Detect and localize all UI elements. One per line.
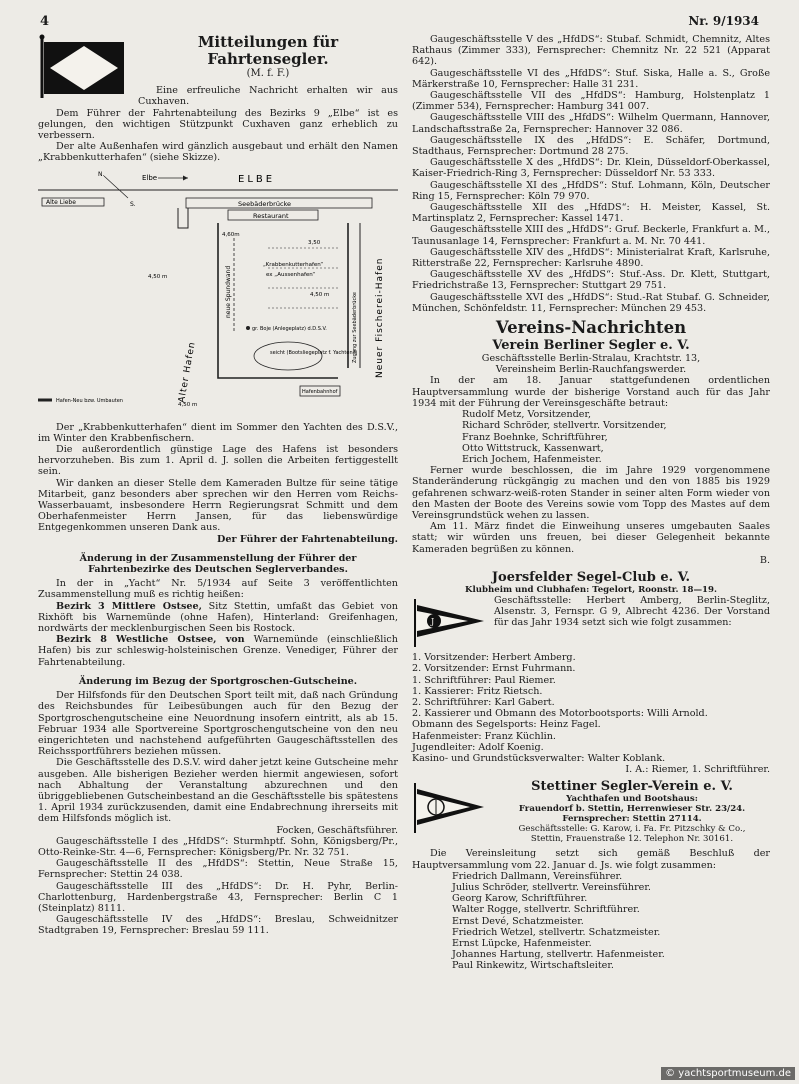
ssv-title: Stettiner Segler-Verein e. V.: [531, 779, 733, 795]
krabben-paragraph: Die außerordentlich günstige Lage des Hafens ist besonders hervorzuheben. Bis zum 1. April d. J. sollen die Arbeiten fertiggestellt sein.: [38, 444, 398, 478]
gau-entry: Gaugeschäftsstelle XVI des „HfdDS“: Stud.-Rat Stubaf. G. Schneider, München, Schönfeldstr. 11, Fernsprecher: München 29 453.: [412, 291, 770, 314]
list-item: Julius Schröder, stellvertr. Vereinsführer.: [452, 881, 651, 893]
gau-entry: Gaugeschäftsstelle VII des „HfdDS“: Hamburg, Holstenplatz 1 (Zimmer 534), Fernsprecher: Hamburg 341 007.: [412, 90, 770, 113]
ssv-subtitle: Stettin, Frauenstraße 12. Telephon Nr. 30161.: [530, 834, 734, 845]
krabben-signature: Der Führer der Fahrtenabteilung.: [217, 533, 398, 545]
map-label-restaurant: Restaurant: [253, 211, 289, 220]
ssv-subtitle: Geschäftsstelle: G. Karow, i. Fa. Fr. Pitzschky & Co.,: [518, 824, 746, 835]
vbs-address: Geschäftsstelle Berlin-Stralau, Krachtstr. 13,: [481, 353, 701, 365]
list-item: Ernst Devé, Schatzmeister.: [452, 915, 584, 927]
map-label-alte-liebe: Alte Liebe: [46, 198, 76, 206]
krabben-paragraph: Wir danken an dieser Stelle dem Kameraden Bultze für seine tätige Mitarbeit, ganz besonders aber sprechen wir den Herren vom Reichs-Wasserbauamt, insbesondere Herrn Regierungsrat Schmitt und dem Oberhafenmeister Herrn Jansen, für das liebenswürdige Entgegenkommen unseren Dank aus.: [38, 477, 398, 534]
gau-entry: Gaugeschäftsstelle XII des „HfdDS“: H. Meister, Kassel, St. Martinsplatz 2, Fernsprecher: Kassel 1471.: [412, 202, 770, 225]
gau-entry: Gaugeschäftsstelle VIII des „HfdDS“: Wilhelm Quermann, Hannover, Landschaftsstraße 2a, Fernsprecher: Hannover 32 086.: [412, 112, 770, 135]
mft-paragraph: Dem Führer der Fahrtenabteilung des Bezirks 9 „Elbe“ ist es gelungen, den wichtigen Stützpunkt Cuxhaven ganz erheblich zu verbessern.: [38, 107, 398, 142]
credit-watermark: © yachtsportmuseum.de: [661, 1067, 795, 1080]
list-item: Paul Rinkewitz, Wirtschaftsleiter.: [452, 960, 614, 972]
list-item: Friedrich Dallmann, Vereinsführer.: [452, 870, 623, 882]
list-item: Franz Boehnke, Schriftführer,: [462, 431, 608, 443]
map-label-depth: 4,50 m: [148, 273, 168, 280]
mft-title: Mitteilungen für Fahrtensegler.: [197, 33, 339, 68]
vereins-nachrichten-title: Vereins-Nachrichten: [495, 318, 687, 338]
ssv-roster: [412, 871, 770, 972]
bezirk8-paragraph: [38, 634, 398, 668]
left-column: [38, 34, 398, 937]
gau-entry: Gaugeschäftsstelle VI des „HfdDS“: Stuf. Siska, Halle a. S., Große Märkerstraße 10, Fernsprecher: Halle 31 231.: [412, 67, 770, 90]
list-item: Georg Karow, Schriftführer.: [452, 893, 588, 905]
mft-flag-icon: [38, 34, 130, 101]
page-number: 4: [40, 14, 50, 29]
gau-entry: Gaugeschäftsstelle IV des „HfdDS“: Breslau, Schweidnitzer Stadtgraben 19, Fernsprecher: Breslau 59 111.: [38, 914, 398, 937]
aenderung2-paragraph: Die Geschäftsstelle des D.S.V. wird daher jetzt keine Gutscheine mehr ausgeben. Alle bisherigen Bezieher werden hiermit angewiesen, sofort nach Abhaltung der Veranstaltung abzurechnen und den übriggebliebenen Gutscheinbestand an die Geschäftsstelle bis spätestens 1. April 1934 zurückzusenden, damit eine Endabrechnung ihrerseits mit dem Hilfsfonds möglich ist.: [38, 757, 398, 825]
jsc-roster: [412, 652, 770, 764]
gau-entry: Gaugeschäftsstelle X des „HfdDS“: Dr. Klein, Düsseldorf-Oberkassel, Kaiser-Friedrich-Ring 3, Fernsprecher: Düsseldorf Nr. 53 333.: [412, 157, 770, 180]
map-label-north: N.: [98, 170, 105, 178]
aenderung2-title: Änderung im Bezug der Sportgroschen-Gutscheine.: [78, 675, 358, 687]
jsc-title: Joersfelder Segel-Club e. V.: [491, 569, 691, 585]
map-label-depth: 4,60m: [222, 231, 240, 238]
map-label-neue-spundwand: neue Spundwand: [225, 265, 232, 318]
bezirk3-paragraph: [38, 601, 398, 635]
jsc-subtitle: Klubheim und Clubhafen: Tegelort, Roonstr. 18—19.: [464, 584, 718, 595]
gau-entry: Gaugeschäftsstelle III des „HfdDS“: Dr. H. Pyhr, Berlin-Charlottenburg, Hardenbergstraße 43, Fernsprecher: Berlin C 1 (Steinplatz) 8111.: [38, 880, 398, 914]
map-label-krabbenkutterhafen: „Krabbenkutterhafen“: [263, 261, 324, 268]
list-item: Rudolf Metz, Vorsitzender,: [462, 409, 592, 421]
vbs-paragraph: Am 11. März findet die Einweihung unseres umgebauten Saales statt; wir würden uns freuen, bei dieser Gelegenheit bekannte Kameraden begrüßen zu können.: [412, 521, 770, 555]
aenderung2-signature: Focken, Geschäftsführer.: [276, 824, 398, 836]
harbour-sketch-map: [38, 168, 398, 408]
map-label-elbe-arrow: Elbe: [142, 173, 158, 182]
svg-text:J: J: [431, 616, 435, 626]
aenderung2-paragraph: Der Hilfsfonds für den Deutschen Sport teilt mit, daß nach Gründung des Reichsbundes für Leibesübungen auch für den Bezug der Sportgroschengutscheine eine Neuordnung insofern eintritt, als ab 15. Februar 1934 alle Sportvereine Sportgroschengutscheine von den neu eingerichteten und nachstehend aufgeführten Gaugeschäftsstellen des Reichssportführers beziehen müssen.: [38, 690, 398, 758]
map-label-elbe: ELBE: [238, 173, 276, 185]
aenderung1-title: Änderung in der Zusammenstellung der Führer der Fahrtenbezirke des Deutschen Seglerverbandes.: [79, 552, 357, 576]
mft-subtitle: (M. f. F.): [246, 68, 290, 79]
list-item: Jugendleiter: Adolf Koenig.: [412, 741, 544, 753]
list-item: 2. Schriftführer: Karl Gabert.: [412, 696, 555, 708]
list-item: Johannes Hartung, stellvertr. Hafenmeister.: [452, 949, 665, 961]
map-label-boje: gr. Boje (Anlegeplatz) d.D.S.V.: [252, 325, 327, 332]
map-label-depth: 4,50 m: [178, 401, 198, 408]
ssv-subtitle: Fernsprecher: Stettin 27114.: [562, 814, 702, 825]
list-item: 2. Kassierer und Obmann des Motorbootsports: Willi Arnold.: [412, 708, 708, 720]
list-item: Hafenmeister: Franz Küchlin.: [412, 730, 556, 742]
gau-entry: Gaugeschäftsstelle XIV des „HfdDS“: Ministerialrat Kraft, Karlsruhe, Ritterstraße 22, Fernsprecher: Karlsruhe 4890.: [412, 246, 770, 270]
list-item: Kasino- und Grundstücksverwalter: Walter Koblank.: [412, 752, 666, 764]
bezirk8-text: Warnemünde (einschließlich Hafen) bis zur schleswig-holsteinischen Grenze. Venediger, Führer der Fahrtenabteilung.: [38, 634, 398, 668]
mft-paragraph: Der alte Außenhafen wird gänzlich ausgebaut und erhält den Namen „Krabbenkutterhafen“ (siehe Skizze).: [38, 141, 398, 164]
list-item: 2. Vorsitzender: Ernst Fuhrmann.: [412, 663, 576, 675]
bezirk8-label: Bezirk 8 Westliche Ostsee, von: [56, 634, 245, 646]
ssv-pennant-icon: [412, 783, 486, 836]
gau-entry: Gaugeschäftsstelle IX des „HfdDS“: E. Schäfer, Dortmund, Stadthaus, Fernsprecher: Dortmund 28 275.: [412, 134, 770, 158]
map-label-neuer-fischereihafen: Neuer Fischerei-Hafen: [375, 257, 385, 378]
vbs-address: Vereinsheim Berlin-Rauchfangswerder.: [495, 364, 687, 376]
map-label-hafenbahnhof: Hafenbahnhof: [302, 388, 338, 395]
list-item: Walter Rogge, stellvertr. Schriftführer.: [452, 904, 640, 916]
right-column: [412, 34, 770, 972]
ssv-paragraph: Die Vereinsleitung setzt sich gemäß Beschluß der Hauptversammlung vom 22. Januar d. Js. wie folgt zusammen:: [412, 848, 770, 871]
map-label-aussenhafen: ex „Aussenhafen“: [266, 271, 316, 278]
map-label-depth: 4,50 m: [310, 291, 330, 298]
ssv-subtitle: Yachthafen und Bootshaus:: [566, 794, 698, 805]
aenderung1-paragraph: In der in „Yacht“ Nr. 5/1934 auf Seite 3 veröffentlichten Zusammenstellung muß es richtig heißen:: [38, 578, 398, 601]
gau-entry: Gaugeschäftsstelle XV des „HfdDS“: Stuf.-Ass. Dr. Klett, Stuttgart, Friedrichstraße 13, Fernsprecher: Stuttgart 29 751.: [412, 269, 770, 292]
jsc-signature: I. A.: Riemer, 1. Schriftführer.: [625, 764, 770, 776]
list-item: Obmann des Segelsports: Heinz Fagel.: [412, 719, 601, 731]
list-item: Otto Wittstruck, Kassenwart,: [462, 442, 604, 454]
mft-paragraph: Eine erfreuliche Nachricht erhalten wir aus Cuxhaven.: [138, 85, 398, 108]
vbs-title: Verein Berliner Segler e. V.: [492, 338, 690, 354]
map-label-alter-hafen: Alter Hafen: [177, 340, 198, 404]
map-label-seebaederbruecke: Seebäderbrücke: [238, 199, 292, 208]
vbs-paragraph: Ferner wurde beschlossen, die im Jahre 1929 vorgenommene Standeränderung rückgängig zu machen und den von 1885 bis 1929 gefahrenen schwarz-weiß-roten Stander in seiner alten Form wieder von den Masten der Boote des Vereins sowie vom Topp des Mastes auf dem Vereinsgrundstück wehen zu lassen.: [412, 465, 770, 521]
list-item: Ernst Lüpcke, Hafenmeister.: [452, 938, 592, 949]
list-item: 1. Vorsitzender: Herbert Amberg.: [412, 652, 576, 664]
list-item: Friedrich Wetzel, stellvertr. Schatzmeister.: [452, 926, 661, 938]
map-label-zugang: Zugang zur Seebäderbrücke: [352, 291, 358, 363]
gau-entry: Gaugeschäftsstelle V des „HfdDS“: Stubaf. Schmidt, Chemnitz, Altes Rathaus (Zimmer 333), Fernsprecher: Chemnitz Nr. 22 521 (Apparat 642).: [412, 34, 770, 68]
vbs-signature: B.: [759, 554, 770, 566]
map-label-depth: 3,50: [308, 239, 321, 246]
list-item: Richard Schröder, stellvertr. Vorsitzender,: [462, 420, 667, 432]
ssv-subtitle: Frauendorf b. Stettin, Herrenwieser Str. 23/24.: [518, 804, 746, 815]
vbs-paragraph: In der am 18. Januar stattgefundenen ordentlichen Hauptversammlung wurde der bisherige Vorstand auch für das Jahr 1934 mit der Führung der Vereinsgeschäfte betraut:: [412, 375, 770, 409]
bezirk3-label: Bezirk 3 Mittlere Ostsee,: [56, 600, 202, 612]
krabben-paragraph: Der „Krabbenkutterhafen“ dient im Sommer den Yachten des D.S.V., im Winter den Krabbenfischern.: [38, 421, 398, 444]
gau-entry: Gaugeschäftsstelle XIII des „HfdDS“: Gruf. Beckerle, Frankfurt a. M., Taunusanlage 14, Fernsprecher: Frankfurt a. M. Nr. 70 441.: [412, 224, 770, 247]
jsc-paragraph: Geschäftsstelle: Herbert Amberg, Berlin-Steglitz, Alsenstr. 3, Fernspr. G 9, Albrecht 4236. Der Vorstand für das Jahr 1934 setzt sich wie folgt zusammen:: [494, 594, 770, 629]
list-item: 1. Kassierer: Fritz Rietsch.: [412, 685, 543, 697]
list-item: Erich Jochem, Hafenmeister.: [462, 453, 602, 465]
gau-entry: Gaugeschäftsstelle XI des „HfdDS“: Stuf. Lohmann, Köln, Deutscher Ring 15, Fernsprecher: Köln 79 970.: [412, 179, 770, 202]
list-item: 1. Schriftführer: Paul Riemer.: [412, 674, 556, 686]
gau-entry: Gaugeschäftsstelle I des „HfdDS“: Sturmhptf. Sohn, Königsberg/Pr., Otto-Reinke-Str. 4—6, Fernsprecher: Königsberg/Pr. Nr. 32 751.: [38, 835, 398, 858]
jsc-pennant-icon: [412, 599, 486, 650]
map-legend: Hafen-Neu bzw. Umbauten: [56, 397, 123, 404]
map-label-seicht: seicht (Bootsliegeplatz f. Yachten?): [270, 349, 358, 356]
map-label-south: S.: [130, 200, 136, 208]
vbs-roster: [412, 409, 770, 465]
bezirk3-text: Sitz Stettin, umfaßt das Gebiet von Rixhöft bis Warnemünde (ohne Hafen), Hinterland: Greifenhagen, nordwärts der mecklenburgischen Seen bis Rostock.: [38, 600, 398, 635]
issue-number: Nr. 9/1934: [688, 14, 759, 28]
gau-entry: Gaugeschäftsstelle II des „HfdDS“: Stettin, Neue Straße 15, Fernsprecher: Stettin 24 038.: [38, 858, 398, 881]
